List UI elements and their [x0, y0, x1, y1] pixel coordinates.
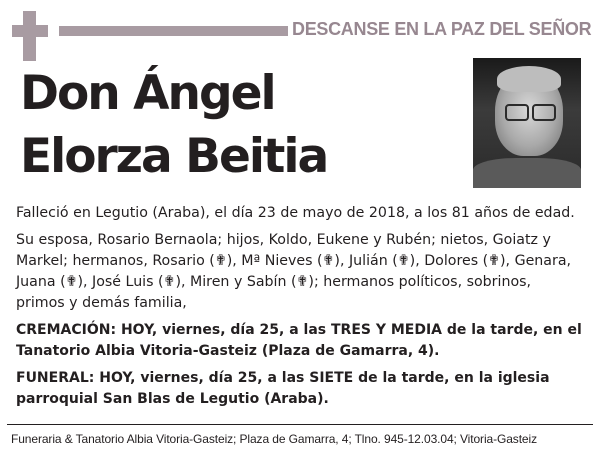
deceased-name	[20, 62, 327, 188]
deceased-name-line2: Elorza Beitia	[20, 129, 328, 184]
deceased-name-line1: Don Ángel	[20, 66, 275, 121]
obituary-body	[16, 203, 584, 410]
funeral-home-footer: Funeraria & Tanatorio Albia Vitoria-Gasteiz; Plaza de Gamarra, 4; Tlno. 945-12.03.04; Vitoria-Gasteiz	[11, 432, 537, 446]
portrait-photo	[473, 58, 581, 188]
cremation-notice: CREMACIÓN: HOY, viernes, día 25, a las TRES Y MEDIA de la tarde, en el Tanatorio Albia Vitoria-Gasteiz (Plaza de Gamarra, 4).	[16, 322, 582, 359]
funeral-notice: FUNERAL: HOY, viernes, día 25, a las SIETE de la tarde, en la iglesia parroquial San Blas de Legutio (Araba).	[16, 370, 550, 407]
cross-icon	[12, 11, 48, 61]
header-title: DESCANSE EN LA PAZ DEL SEÑOR	[292, 19, 592, 39]
header-rule	[59, 26, 288, 36]
family-list: Su esposa, Rosario Bernaola; hijos, Koldo, Eukene y Rubén; nietos, Goiatz y Markel; hermanos, Rosario (✟), Mª Nieves (✟), Julián (✟), Dolores (✟), Genara, Juana (✟), José Luis (✟), Miren y Sabín (✟); hermanos políticos, sobrinos, primos y demás familia,	[16, 232, 572, 311]
cross-horizontal-bar	[12, 25, 48, 37]
death-notice: Falleció en Legutio (Araba), el día 23 de mayo de 2018, a los 81 años de edad.	[16, 205, 575, 221]
footer-divider	[7, 424, 593, 425]
portrait-shirt	[473, 158, 581, 188]
portrait-glasses	[505, 104, 555, 118]
portrait-hair	[497, 66, 561, 92]
